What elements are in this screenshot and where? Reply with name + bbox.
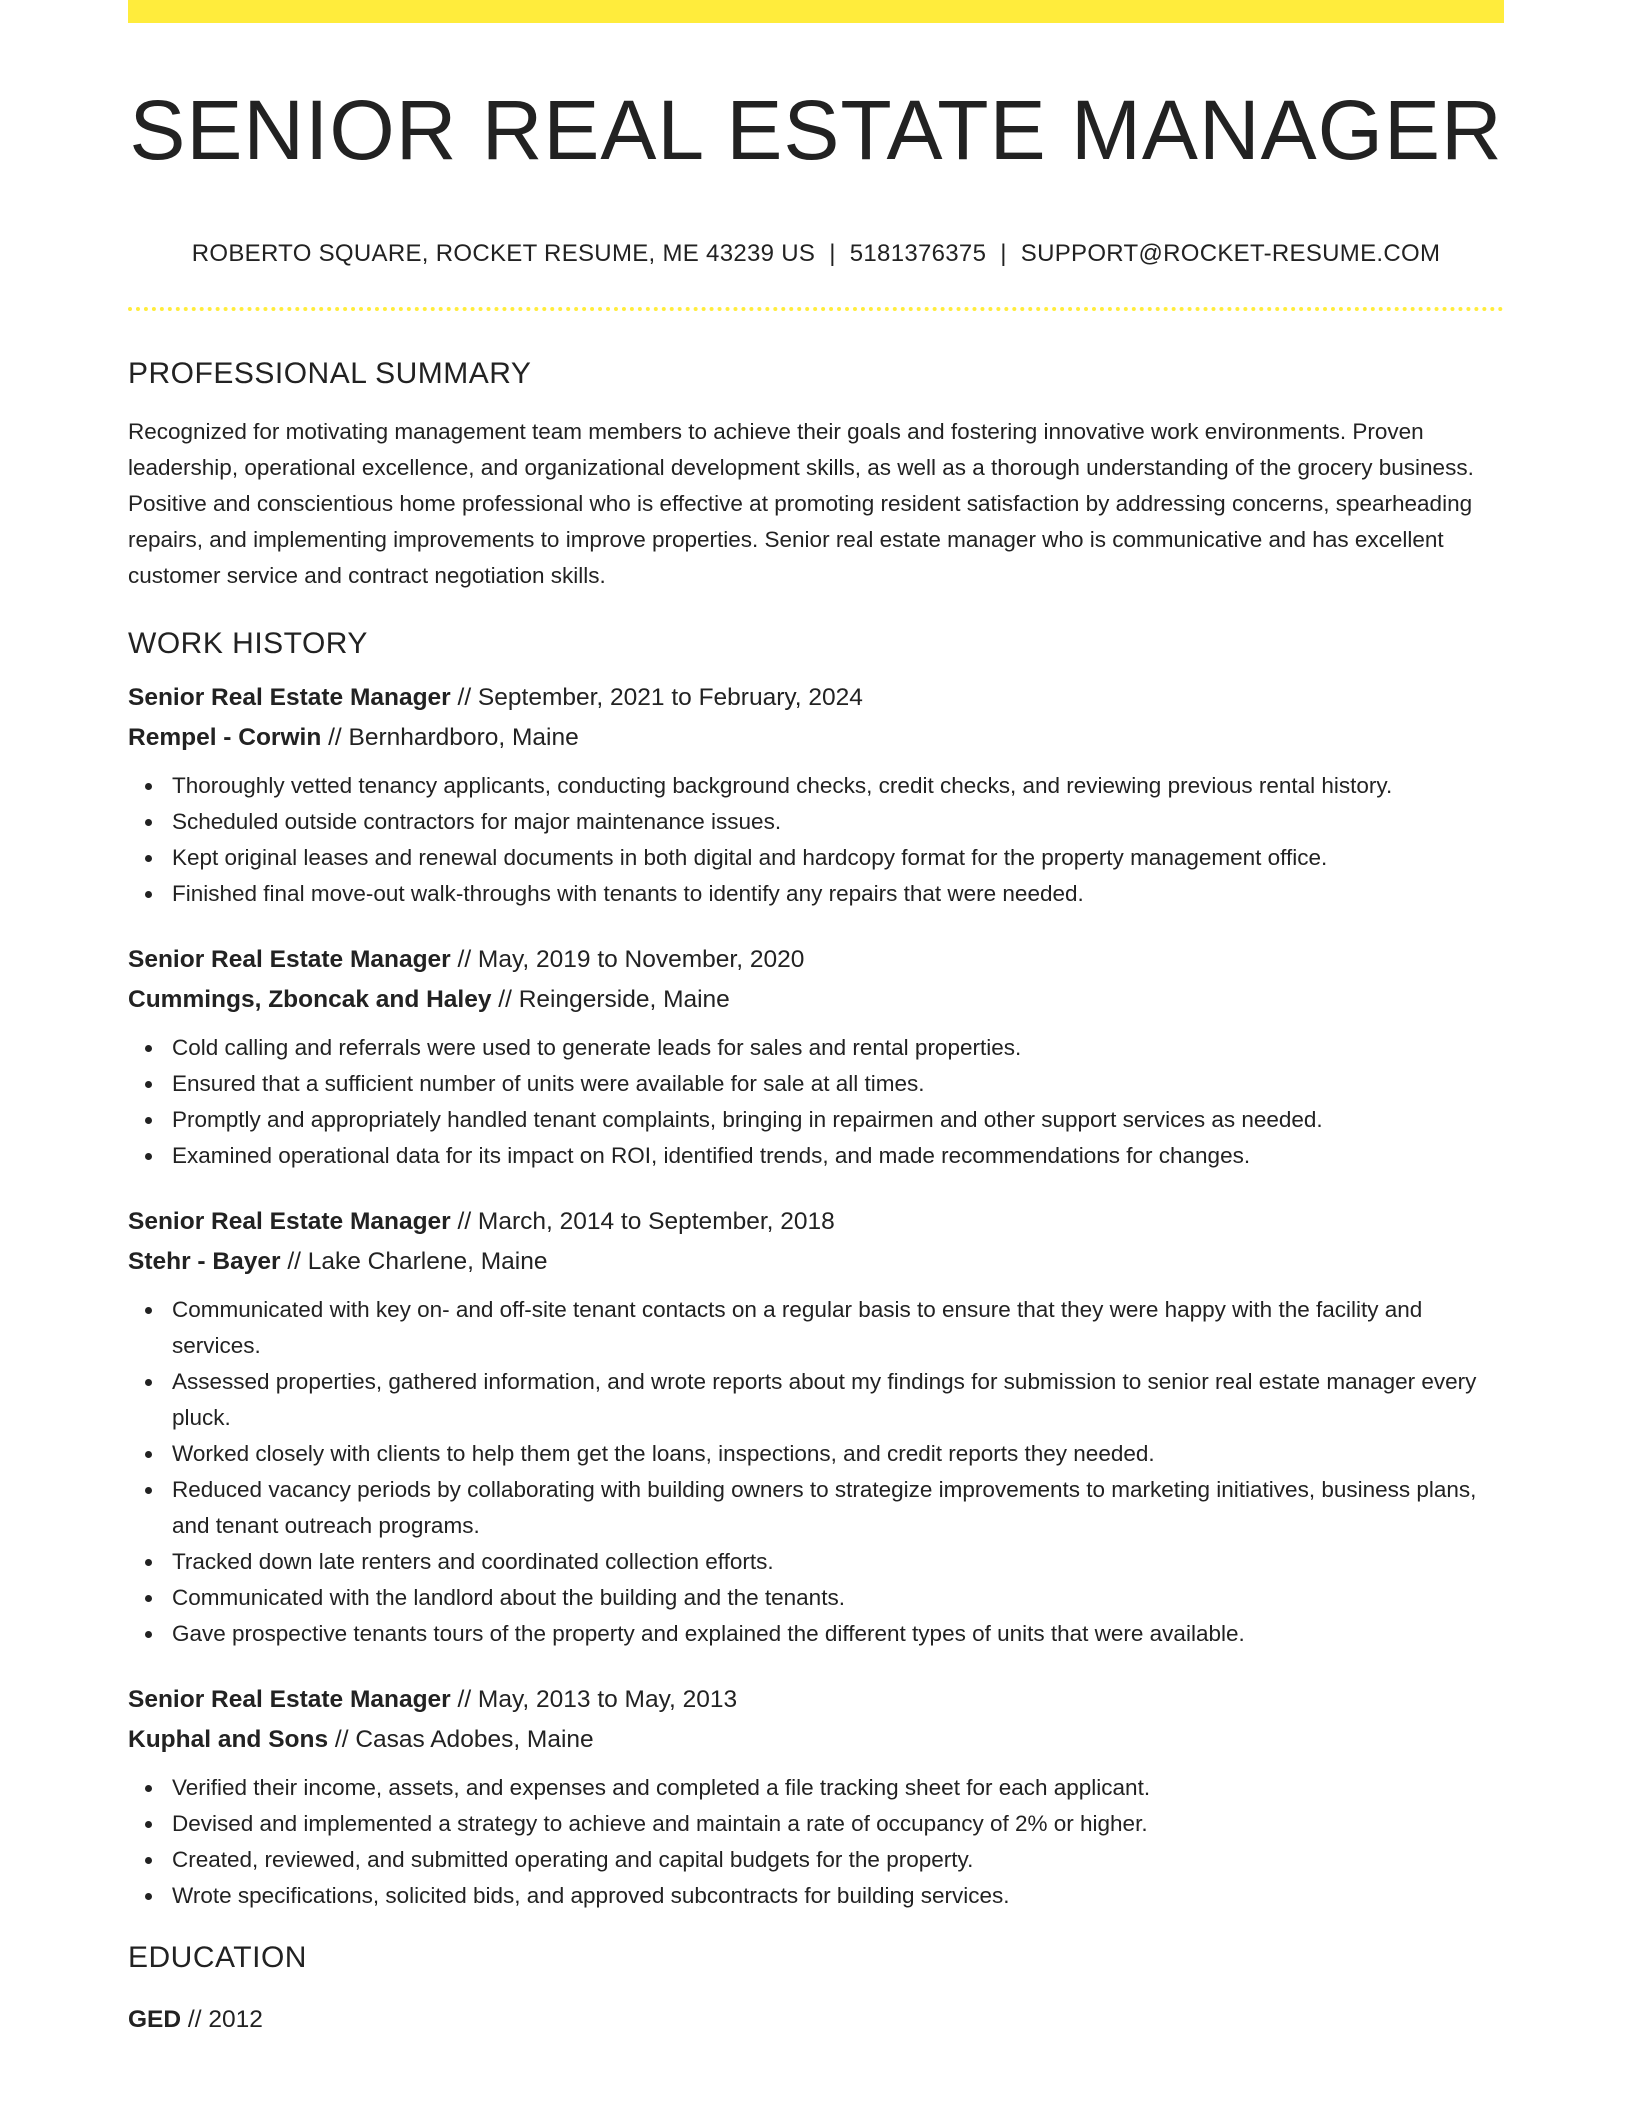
contact-separator: | xyxy=(1000,240,1007,267)
job-bullet: Wrote specifications, solicited bids, and approved subcontracts for building services. xyxy=(172,1878,1504,1914)
education-degree: GED xyxy=(128,2006,182,2033)
job-bullet: Devised and implemented a strategy to achieve and maintain a rate of occupancy of 2% or higher. xyxy=(172,1806,1504,1842)
job-bullet: Promptly and appropriately handled tenant complaints, bringing in repairmen and other support services as needed. xyxy=(172,1102,1504,1138)
job-company-line xyxy=(128,1720,1504,1760)
job-role: Senior Real Estate Manager xyxy=(128,1686,451,1713)
job-bullet: Kept original leases and renewal documents in both digital and hardcopy format for the property management office. xyxy=(172,840,1504,876)
contact-email: SUPPORT@ROCKET-RESUME.COM xyxy=(1020,240,1441,267)
job-bullet: Tracked down late renters and coordinated collection efforts. xyxy=(172,1544,1504,1580)
work-history-section xyxy=(128,622,1504,1914)
contact-separator: | xyxy=(829,240,836,267)
contact-address: ROBERTO SQUARE, ROCKET RESUME, ME 43239 US xyxy=(191,240,816,267)
job-bullet-list xyxy=(128,768,1504,912)
job-dates: // March, 2014 to September, 2018 xyxy=(450,1208,835,1235)
education-section xyxy=(128,1936,1504,2040)
job-bullet-list xyxy=(128,1292,1504,1652)
education-title: EDUCATION xyxy=(128,1941,307,1974)
summary-title: PROFESSIONAL SUMMARY xyxy=(128,357,532,390)
job-role-line xyxy=(128,1680,1504,1720)
job-entry xyxy=(128,678,1504,912)
contact-phone: 5181376375 xyxy=(849,240,987,267)
job-bullet-list xyxy=(128,1770,1504,1914)
resume-name: SENIOR REAL ESTATE MANAGER xyxy=(129,83,1503,177)
job-dates: // September, 2021 to February, 2024 xyxy=(450,684,863,711)
job-entry xyxy=(128,940,1504,1174)
job-company: Rempel - Corwin xyxy=(128,724,322,751)
education-year: // 2012 xyxy=(181,2006,263,2033)
job-company-line xyxy=(128,718,1504,758)
job-bullet: Examined operational data for its impact on ROI, identified trends, and made recommendations for changes. xyxy=(172,1138,1504,1174)
job-dates: // May, 2019 to November, 2020 xyxy=(450,946,805,973)
job-bullet: Finished final move-out walk-throughs with tenants to identify any repairs that were needed. xyxy=(172,876,1504,912)
job-bullet: Gave prospective tenants tours of the property and explained the different types of units that were available. xyxy=(172,1616,1504,1652)
job-bullet: Thoroughly vetted tenancy applicants, conducting background checks, credit checks, and reviewing previous rental history. xyxy=(172,768,1504,804)
job-role-line xyxy=(128,678,1504,718)
education-entry xyxy=(128,2000,1504,2040)
job-bullet: Created, reviewed, and submitted operating and capital budgets for the property. xyxy=(172,1842,1504,1878)
job-bullet: Communicated with key on- and off-site tenant contacts on a regular basis to ensure that they were happy with the facility and services. xyxy=(172,1292,1504,1364)
header-divider xyxy=(128,307,1504,311)
job-company-line xyxy=(128,1242,1504,1282)
job-entry xyxy=(128,1680,1504,1914)
contact-line xyxy=(128,236,1504,272)
job-company: Kuphal and Sons xyxy=(128,1726,329,1753)
job-bullet: Verified their income, assets, and expenses and completed a file tracking sheet for each applicant. xyxy=(172,1770,1504,1806)
job-role-line xyxy=(128,1202,1504,1242)
resume-content xyxy=(128,352,1504,2040)
job-location: // Bernhardboro, Maine xyxy=(321,724,579,751)
job-role: Senior Real Estate Manager xyxy=(128,1208,451,1235)
job-company: Cummings, Zboncak and Haley xyxy=(128,986,492,1013)
job-bullet-list xyxy=(128,1030,1504,1174)
summary-text: Recognized for motivating management team members to achieve their goals and fostering innovative work environments. Proven leadership, operational excellence, and organizational development skills, as well as a thorough understanding of the grocery business. Positive and conscientious home professional who is effective at promoting resident satisfaction by addressing concerns, spearheading repairs, and implementing improvements to improve properties. Senior real estate manager who is communicative and has excellent customer service and contract negotiation skills. xyxy=(128,419,1474,588)
job-company-line xyxy=(128,980,1504,1020)
job-entry xyxy=(128,1202,1504,1652)
accent-top-bar xyxy=(128,0,1504,23)
job-dates: // May, 2013 to May, 2013 xyxy=(450,1686,738,1713)
work-history-title: WORK HISTORY xyxy=(128,627,368,660)
summary-section xyxy=(128,352,1504,594)
job-bullet: Scheduled outside contractors for major maintenance issues. xyxy=(172,804,1504,840)
job-role-line xyxy=(128,940,1504,980)
job-location: // Reingerside, Maine xyxy=(491,986,730,1013)
job-role: Senior Real Estate Manager xyxy=(128,946,451,973)
job-location: // Lake Charlene, Maine xyxy=(280,1248,548,1275)
job-bullet: Ensured that a sufficient number of units were available for sale at all times. xyxy=(172,1066,1504,1102)
job-bullet: Reduced vacancy periods by collaborating with building owners to strategize improvements to marketing initiatives, business plans, and tenant outreach programs. xyxy=(172,1472,1504,1544)
job-bullet: Assessed properties, gathered information, and wrote reports about my findings for submission to senior real estate manager every pluck. xyxy=(172,1364,1504,1436)
job-bullet: Cold calling and referrals were used to generate leads for sales and rental properties. xyxy=(172,1030,1504,1066)
job-bullet: Communicated with the landlord about the building and the tenants. xyxy=(172,1580,1504,1616)
job-role: Senior Real Estate Manager xyxy=(128,684,451,711)
job-bullet: Worked closely with clients to help them get the loans, inspections, and credit reports they needed. xyxy=(172,1436,1504,1472)
job-location: // Casas Adobes, Maine xyxy=(328,1726,594,1753)
job-company: Stehr - Bayer xyxy=(128,1248,281,1275)
job-list xyxy=(128,678,1504,1914)
